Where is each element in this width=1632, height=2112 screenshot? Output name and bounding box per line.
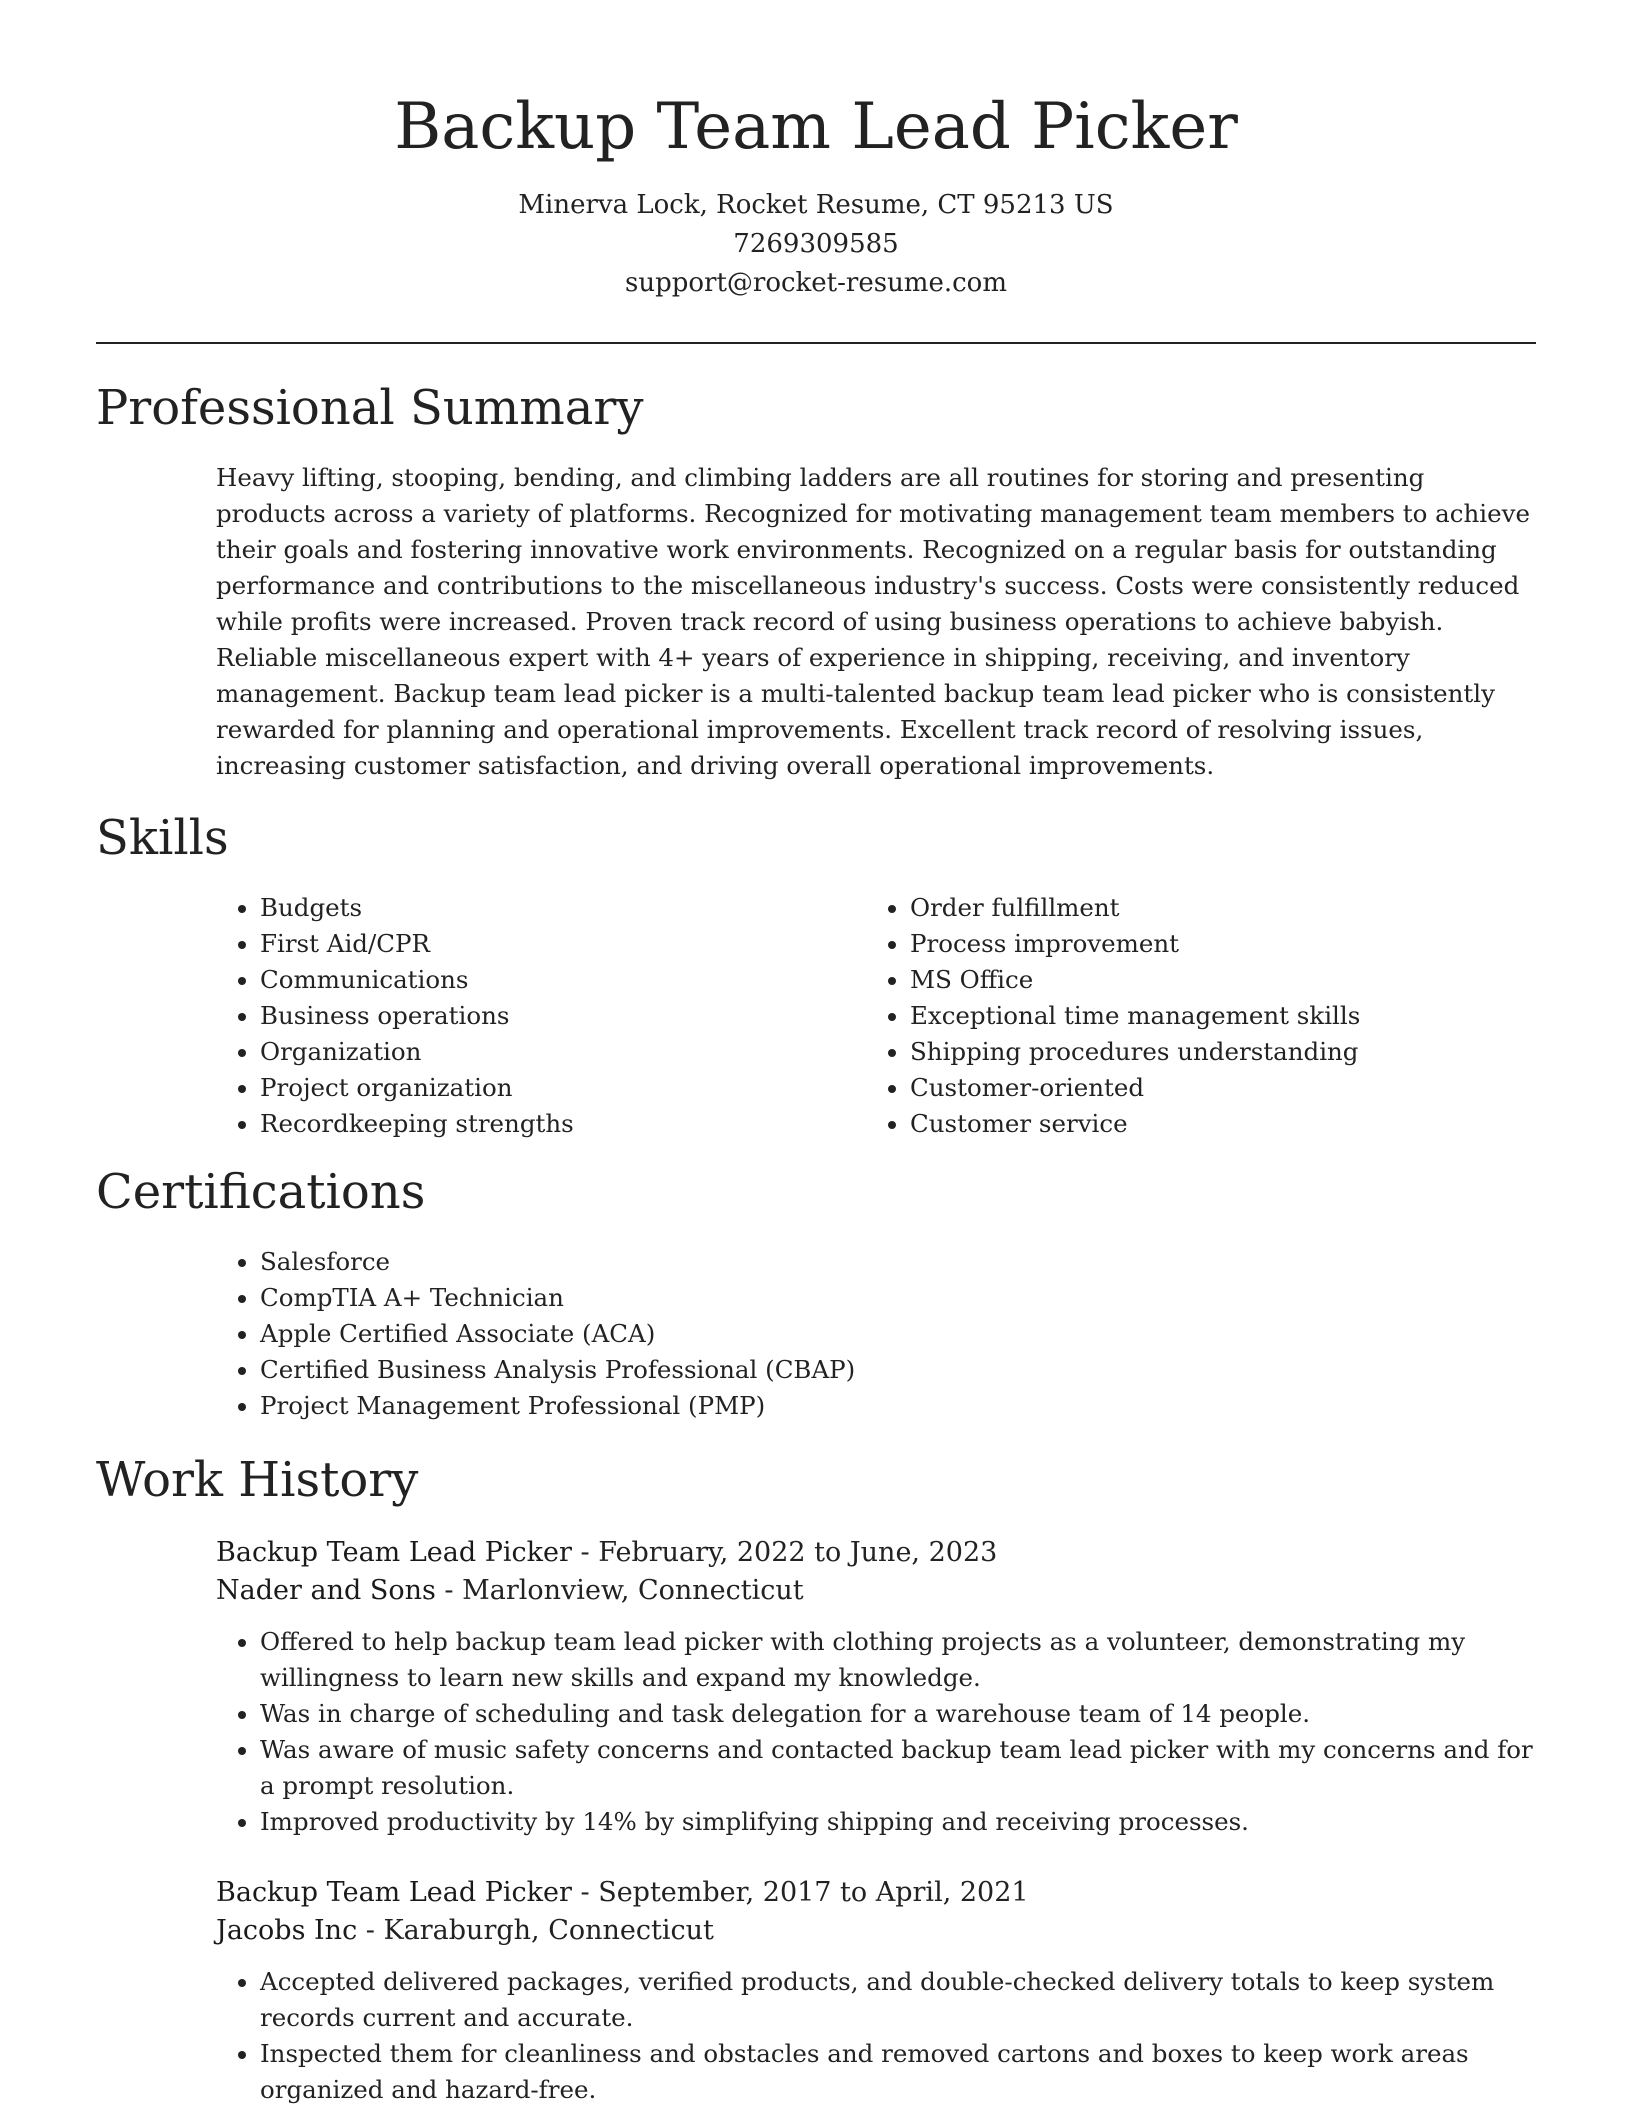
job-title-line xyxy=(216,1534,1536,1572)
skill-item: • Recordkeeping strengths xyxy=(260,1106,866,1142)
candidate-name: Backup Team Lead Picker xyxy=(394,90,1238,164)
summary-paragraph: Heavy lifting, stooping, bending, and climbing ladders are all routines for storing and presenting products across a variety of platforms. Recognized for motivating management team members to achieve their goals and fostering innovative work environments. Recognized on a regular basis for outstanding performance and contributions to the miscellaneous industry's success. Costs were consistently reduced while profits were increased. Proven track record of using business operations to achieve babyish. Reliable miscellaneous expert with 4+ years of experience in shipping, receiving, and inventory management. Backup team lead picker is a multi-talented backup team lead picker who is consistently rewarded for planning and operational improvements. Excellent track record of resolving issues, increasing customer satisfaction, and driving overall operational improvements. xyxy=(216,463,1530,780)
job-bullet: • Accepted delivered packages, verified products, and double-checked delivery totals to keep system records current and accurate. xyxy=(260,1964,1536,2036)
job-bullet: • Offered to help backup team lead picker with clothing projects as a volunteer, demonstrating my willingness to learn new skills and expand my knowledge. xyxy=(260,1624,1536,1696)
skills-grid xyxy=(216,890,1536,1142)
header-divider xyxy=(96,342,1536,344)
resume-header xyxy=(96,82,1536,303)
job-bullet: • Inspected them for cleanliness and obstacles and removed cartons and boxes to keep work areas organized and hazard-free. xyxy=(260,2036,1536,2108)
skill-item: • MS Office xyxy=(910,962,1516,998)
contact-block xyxy=(96,186,1536,303)
job-dates: February, 2022 to June, 2023 xyxy=(598,1537,998,1568)
skills-heading: Skills xyxy=(96,810,229,866)
job-bullet: • Was aware of music safety concerns and contacted backup team lead picker with my concerns and for a prompt resolution. xyxy=(260,1732,1536,1804)
job-location: Marlonview, Connecticut xyxy=(462,1575,804,1606)
skill-item: • Communications xyxy=(260,962,866,998)
job-bullet: • Was in charge of scheduling and task delegation for a warehouse team of 14 people. xyxy=(260,1696,1536,1732)
skill-item: • Order fulfillment xyxy=(910,890,1516,926)
certification-item: • Apple Certified Associate (ACA) xyxy=(260,1316,1536,1352)
skill-item: • Customer-oriented xyxy=(910,1070,1516,1106)
job-title-line xyxy=(216,1874,1536,1912)
address-text: Minerva Lock, Rocket Resume, CT 95213 US xyxy=(518,190,1114,220)
email-text: support@rocket-resume.com xyxy=(624,268,1007,298)
job-role: Backup Team Lead Picker xyxy=(216,1537,572,1568)
skill-item: • Customer service xyxy=(910,1106,1516,1142)
skills-column-left xyxy=(216,890,866,1142)
job-role: Backup Team Lead Picker xyxy=(216,1877,572,1908)
summary-heading: Professional Summary xyxy=(96,380,644,436)
separator: - xyxy=(357,1915,384,1946)
skills-section xyxy=(216,890,1536,1142)
job-bullets xyxy=(216,1624,1536,1840)
work-history-heading: Work History xyxy=(96,1452,419,1508)
skill-item: • Project organization xyxy=(260,1070,866,1106)
job-bullet: • Improved productivity by 14% by simplifying shipping and receiving processes. xyxy=(260,1804,1536,1840)
skill-item: • Organization xyxy=(260,1034,866,1070)
job-company-line xyxy=(216,1572,1536,1610)
certification-item: • CompTIA A+ Technician xyxy=(260,1280,1536,1316)
job-dates: September, 2017 to April, 2021 xyxy=(598,1877,1029,1908)
separator: - xyxy=(435,1575,463,1606)
job-bullets xyxy=(216,1964,1536,2108)
separator: - xyxy=(571,1537,599,1568)
skill-item: • First Aid/CPR xyxy=(260,926,866,962)
skill-item: • Business operations xyxy=(260,998,866,1034)
job-company: Jacobs Inc xyxy=(216,1915,358,1946)
job-entry xyxy=(216,1534,1536,1840)
phone-text: 7269309585 xyxy=(733,229,899,259)
certifications-heading: Certifications xyxy=(96,1164,426,1220)
certification-item: • Project Management Professional (PMP) xyxy=(260,1388,1536,1424)
certification-item: • Salesforce xyxy=(260,1244,1536,1280)
summary-section xyxy=(216,460,1536,784)
skill-item: • Budgets xyxy=(260,890,866,926)
certifications-section xyxy=(216,1244,1536,1424)
job-company-line xyxy=(216,1912,1536,1950)
certification-item: • Certified Business Analysis Professional (CBAP) xyxy=(260,1352,1536,1388)
job-company: Nader and Sons xyxy=(216,1575,436,1606)
separator: - xyxy=(571,1877,599,1908)
skill-item: • Shipping procedures understanding xyxy=(910,1034,1516,1070)
skill-item: • Process improvement xyxy=(910,926,1516,962)
skill-item: • Exceptional time management skills xyxy=(910,998,1516,1034)
job-entry xyxy=(216,1874,1536,2108)
skills-column-right xyxy=(866,890,1516,1142)
job-location: Karaburgh, Connecticut xyxy=(383,1915,714,1946)
